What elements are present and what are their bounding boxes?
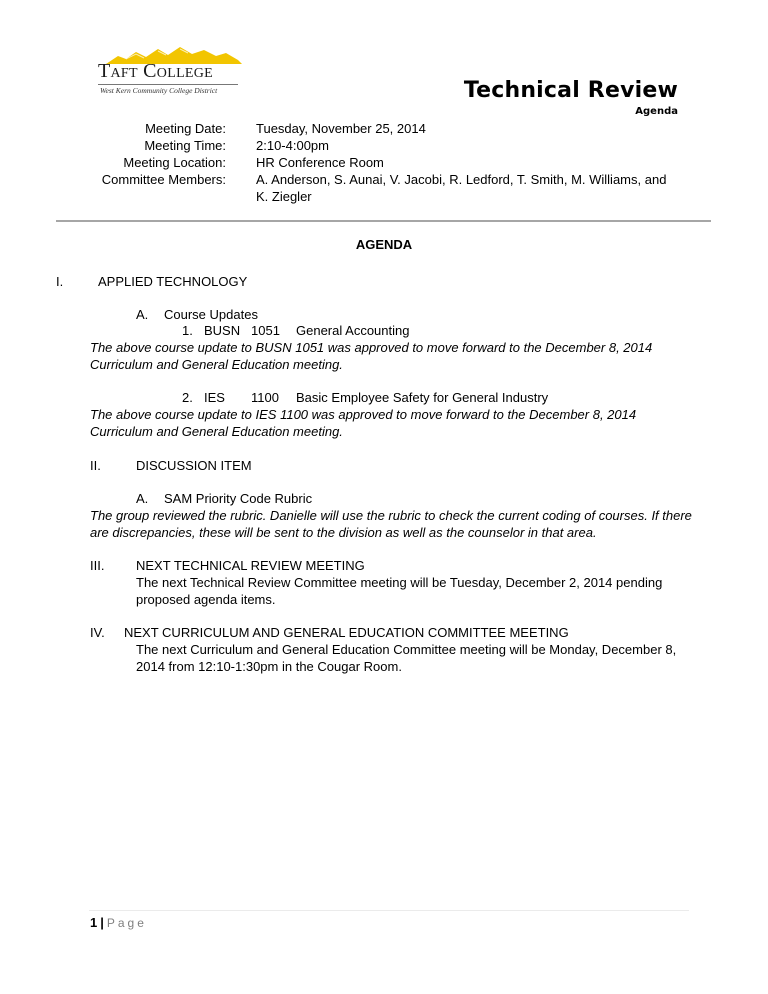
page-separator: | bbox=[100, 915, 104, 930]
course-item-2-name: Basic Employee Safety for General Industry bbox=[296, 390, 549, 405]
section-3-text-line-2: proposed agenda items. bbox=[136, 592, 276, 607]
course-item-2-code: 1100 bbox=[251, 390, 279, 405]
course-item-1-number: 1. bbox=[182, 323, 193, 338]
course-item-2-note-line-1: The above course update to IES 1100 was approved to move forward to the December 8, 2014 bbox=[90, 407, 637, 422]
document-title: Technical Review bbox=[463, 78, 678, 103]
committee-members-value: A. Anderson, S. Aunai, V. Jacobi, R. Ledford, T. Smith, M. Williams, and K. Ziegler bbox=[256, 172, 667, 204]
footer-divider bbox=[89, 910, 689, 911]
course-item-2-number: 2. bbox=[182, 390, 193, 405]
course-item-2-prefix: IES bbox=[204, 390, 225, 405]
section-3-title: NEXT TECHNICAL REVIEW MEETING bbox=[136, 558, 365, 573]
page-number: 1 bbox=[90, 915, 98, 930]
meeting-date-value: Tuesday, November 25, 2014 bbox=[256, 121, 426, 136]
section-1-title: APPLIED TECHNOLOGY bbox=[98, 274, 248, 289]
logo-tagline: West Kern Community College District bbox=[100, 86, 218, 95]
logo-divider bbox=[98, 84, 238, 85]
course-item-1-prefix: BUSN bbox=[204, 323, 241, 338]
course-item-1-note-line-2: Curriculum and General Education meeting. bbox=[90, 357, 343, 372]
meeting-date-label: Meeting Date: bbox=[145, 121, 226, 136]
section-2-numeral: II. bbox=[90, 458, 101, 473]
section-2-a-title: SAM Priority Code Rubric bbox=[164, 491, 313, 506]
section-2-a-note-line-1: The group reviewed the rubric. Danielle will use the rubric to check the current coding of courses. If there bbox=[90, 508, 692, 523]
course-item-1-name: General Accounting bbox=[296, 323, 410, 338]
logo-wordmark: Taft College bbox=[98, 60, 214, 82]
meeting-time-value: 2:10-4:00pm bbox=[256, 138, 329, 153]
course-item-1-note-line-1: The above course update to BUSN 1051 was approved to move forward to the December 8, 2014 bbox=[90, 340, 653, 355]
section-4-numeral: IV. bbox=[90, 625, 105, 640]
document-subtitle: Agenda bbox=[635, 106, 678, 117]
course-item-1-code: 1051 bbox=[251, 323, 280, 338]
section-3-text-line-1: The next Technical Review Committee meeting will be Tuesday, December 2, 2014 pending bbox=[136, 575, 663, 590]
section-4-text-line-1: The next Curriculum and General Education Committee meeting will be Monday, December 8, bbox=[136, 642, 677, 657]
page-footer bbox=[90, 915, 147, 930]
header-divider bbox=[56, 220, 711, 222]
page-label: Page bbox=[106, 916, 147, 930]
meeting-location-value: HR Conference Room bbox=[256, 155, 384, 170]
section-3-numeral: III. bbox=[90, 558, 105, 573]
section-2-a-note-line-2: are discrepancies, these will be sent to the division as well as the counselor in that area. bbox=[90, 525, 597, 540]
meeting-info-labels bbox=[102, 120, 226, 188]
agenda-heading: AGENDA bbox=[355, 237, 413, 252]
committee-members-label: Committee Members: bbox=[101, 172, 226, 187]
course-item-2-note-line-2: Curriculum and General Education meeting. bbox=[90, 424, 343, 439]
section-4-title: NEXT CURRICULUM AND GENERAL EDUCATION COMMITTEE MEETING bbox=[124, 625, 569, 640]
section-4-text-line-2: 2014 from 12:10-1:30pm in the Cougar Room. bbox=[136, 659, 402, 674]
section-1-numeral: I. bbox=[56, 274, 64, 289]
meeting-info-values bbox=[256, 120, 696, 205]
taft-college-logo bbox=[96, 44, 246, 100]
section-1-a-letter: A. bbox=[136, 307, 149, 322]
section-2-a-letter: A. bbox=[136, 491, 149, 506]
meeting-location-label: Meeting Location: bbox=[123, 155, 226, 170]
section-1-a-title: Course Updates bbox=[164, 307, 258, 322]
section-2-title: DISCUSSION ITEM bbox=[136, 458, 252, 473]
meeting-time-label: Meeting Time: bbox=[144, 138, 226, 153]
